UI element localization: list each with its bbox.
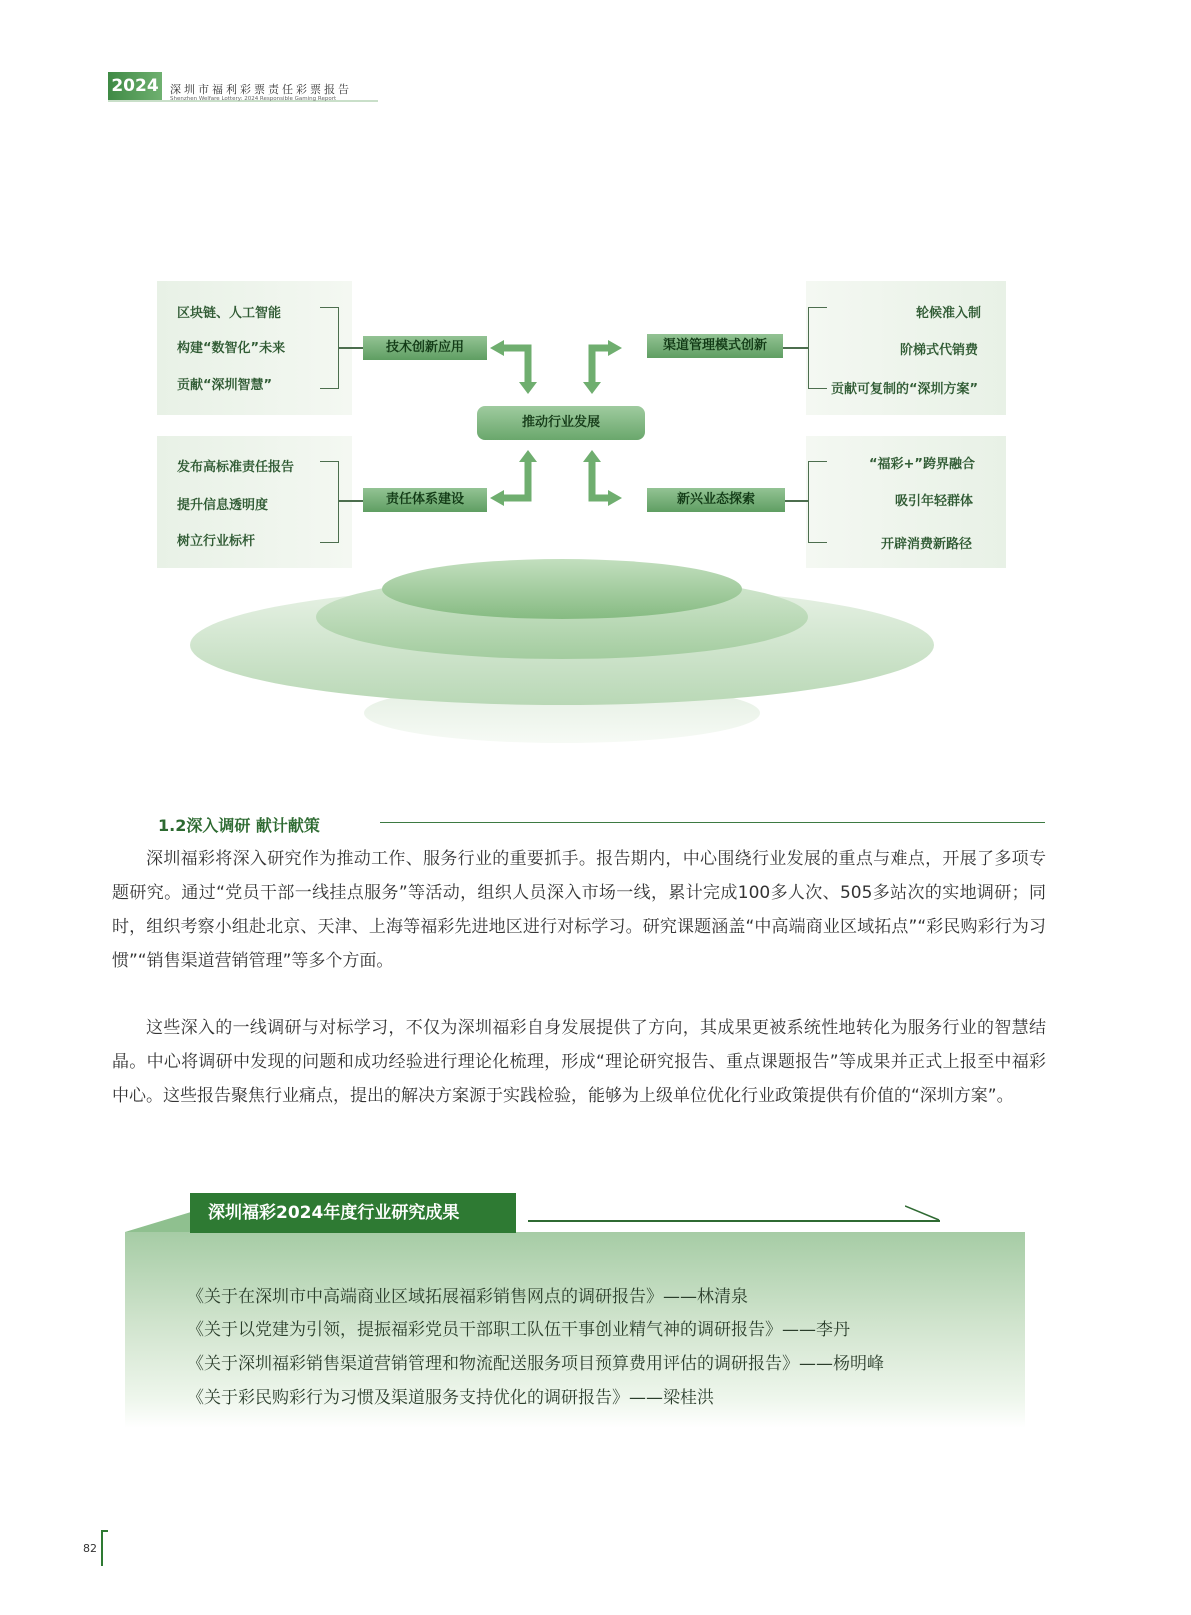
results-title-line: [528, 1220, 940, 1222]
report-title: 深圳市福利彩票责任彩票报告: [170, 83, 352, 96]
result-item: 《关于以党建为引领，提振福彩党员干部职工队伍干事创业精气神的调研报告》——李丹: [187, 1320, 850, 1340]
platform-graphic: [190, 545, 940, 745]
page-number: 82: [83, 1542, 97, 1555]
paragraph-1: 深圳福彩将深入研究作为推动工作、服务行业的重要抓手。报告期内，中心围绕行业发展的重点与难点，开展了多项专题研究。通过“党员干部一线挂点服务”等活动，组织人员深入市场一线，累计完成100多人次、505多站次的实地调研；同时，组织考察小组赴北京、天津、上海等福彩先进地区进行对标学习。研究课题涵盖“中高端商业区域拓点”“彩民购彩行为习惯”“销售渠道营销管理”等多个方面。: [112, 849, 1046, 971]
page-corner-mark: [101, 1530, 108, 1566]
arrow-icon: [490, 336, 630, 506]
tl-bracket: [320, 307, 339, 389]
br-item-3: 开辟消费新路径: [881, 537, 973, 552]
center-hub: 推动行业发展: [477, 406, 645, 440]
section-title: 1.2深入调研 献计献策: [158, 816, 320, 835]
report-subtitle: Shenzhen Welfare Lottery: 2024 Responsible Gaming Report: [170, 96, 337, 102]
results-corner: [125, 1212, 191, 1232]
results-title: 深圳福彩2024年度行业研究成果: [190, 1193, 516, 1233]
bl-item-2: 提升信息透明度: [177, 498, 269, 513]
section-rule: [380, 822, 1045, 823]
paragraph-2: 这些深入的一线调研与对标学习，不仅为深圳福彩自身发展提供了方向，其成果更被系统性地转化为服务行业的智慧结晶。中心将调研中发现的问题和成功经验进行理论化梳理，形成“理论研究报告、重点课题报告”等成果并正式上报至中福彩中心。这些报告聚焦行业痛点，提出的解决方案源于实践检验，能够为上级单位优化行业政策提供有价值的“深圳方案”。: [112, 1018, 1046, 1106]
br-box: 新兴业态探索: [647, 488, 785, 512]
tl-item-3: 贡献“深圳智慧”: [177, 378, 273, 393]
result-item: 《关于彩民购彩行为习惯及渠道服务支持优化的调研报告》——梁桂洪: [187, 1388, 714, 1408]
tr-bracket: [808, 307, 827, 389]
bl-bracket: [320, 461, 339, 543]
result-item: 《关于深圳福彩销售渠道营销管理和物流配送服务项目预算费用评估的调研报告》——杨明峰: [187, 1354, 884, 1374]
bl-item-1: 发布高标准责任报告: [177, 460, 295, 475]
br-connector: [785, 500, 808, 502]
tr-item-1: 轮候准入制: [916, 306, 982, 321]
tr-item-3: 贡献可复制的“深圳方案”: [831, 382, 979, 397]
br-item-1: “福彩+”跨界融合: [869, 457, 975, 472]
tl-connector: [338, 347, 363, 349]
br-bracket: [808, 461, 827, 543]
bl-connector: [338, 500, 363, 502]
tl-item-2: 构建“数智化”未来: [177, 341, 286, 356]
tr-box: 渠道管理模式创新: [647, 334, 783, 358]
line-end-icon: [905, 1204, 945, 1224]
tr-connector: [783, 347, 808, 349]
tl-item-1: 区块链、人工智能: [177, 306, 282, 321]
bl-item-3: 树立行业标杆: [177, 534, 256, 549]
report-year-badge: 2024: [108, 72, 162, 100]
result-item: 《关于在深圳市中高端商业区域拓展福彩销售网点的调研报告》——林清泉: [187, 1287, 748, 1307]
bl-box: 责任体系建设: [363, 488, 487, 512]
tr-item-2: 阶梯式代销费: [900, 343, 979, 358]
tl-box: 技术创新应用: [363, 336, 487, 360]
br-item-2: 吸引年轻群体: [895, 494, 974, 509]
